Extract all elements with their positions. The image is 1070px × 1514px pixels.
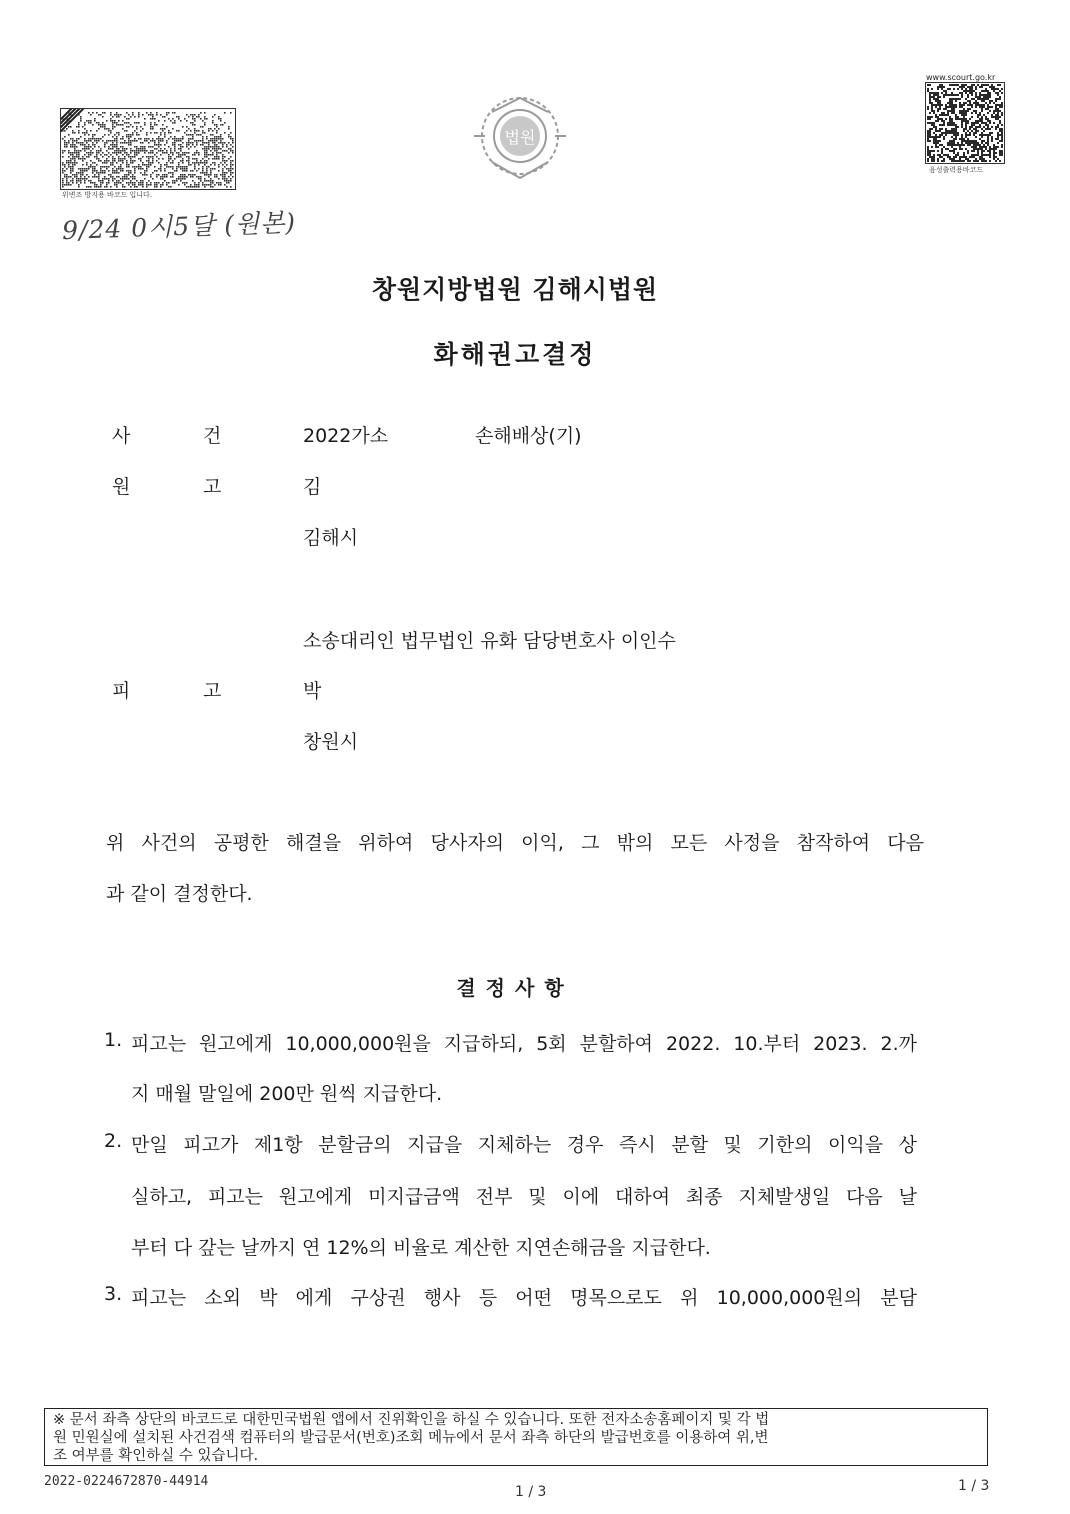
defendant-label-a: 피 [112,680,131,702]
notice-line-2: 원 민원실에 설치된 사건검색 컴퓨터의 발급문서(번호)조회 메뉴에서 문서 좌측 하단의 발급번호를 이용하여 위,변 [53,1430,769,1446]
page-number-center: 1 / 3 [515,1484,547,1500]
case-label-b: 건 [203,425,222,447]
intro-line-1: 위 사건의 공평한 해결을 위하여 당사자의 이익, 그 밖의 모든 사정을 참작하여 다음 [106,832,924,854]
defendant-label-b: 고 [203,680,222,702]
plaintiff-address: 김해시 [303,527,359,549]
qr-code [925,82,1005,164]
item-2-line-2: 실하고, 피고는 원고에게 미지급금액 전부 및 이에 대하여 최종 지체발생일 다음 날 [131,1186,917,1208]
item-2-number: 2. [104,1130,123,1152]
notice-line-3: 조 여부를 확인하실 수 있습니다. [53,1448,259,1464]
notice-line-1: ※ 문서 좌측 상단의 바코드로 대한민국법원 앱에서 진위확인을 하실 수 있습니다. 또한 전자소송홈페이지 및 각 법 [53,1412,770,1428]
item-1-line-1: 피고는 원고에게 10,000,000원을 지급하되, 5회 분할하여 2022. 10.부터 2023. 2.까 [131,1033,917,1055]
plaintiff-label-b: 고 [203,476,222,498]
handwritten-note: 9/24 0시5달 (원본) [61,207,297,246]
court-name: 창원지방법원 김해시법원 [371,275,659,304]
item-3-line-1: 피고는 소외 박 에게 구상권 행사 등 어떤 명목으로도 위 10,000,000원의 분담 [131,1287,917,1309]
plaintiff-name: 김 [303,476,322,498]
case-name: 손해배상(기) [475,425,582,447]
item-1-number: 1. [104,1029,123,1051]
decision-title: 결정사항 [456,976,574,1000]
court-seal-logo [470,92,570,184]
plaintiff-label-a: 원 [112,476,131,498]
case-label-a: 사 [112,425,131,447]
intro-line-2: 과 같이 결정한다. [106,883,253,905]
barcode-caption: 위변조 방지용 바코드 입니다. [62,191,153,199]
plaintiff-counsel: 소송대리인 법무법인 유화 담당변호사 이인수 [303,630,676,652]
case-number: 2022가소 [303,425,389,447]
document-title: 화해권고결정 [433,340,597,369]
item-1-line-2: 지 매월 말일에 200만 원씩 지급한다. [131,1083,443,1105]
defendant-name: 박 [303,680,322,702]
page-number-right: 1 / 3 [958,1478,990,1494]
authenticity-notice [44,1408,988,1466]
defendant-address: 창원시 [303,731,359,753]
item-2-line-3: 부터 다 갚는 날까지 연 12%의 비율로 계산한 지연손해금을 지급한다. [131,1237,711,1259]
qr-caption: 음성출력용바코드 [929,166,984,174]
issue-number: 2022-0224672870-44914 [44,1474,209,1489]
anti-forgery-barcode [60,108,236,190]
seal-text: 법원 [504,128,536,147]
item-2-line-1: 만일 피고가 제1항 분할금의 지급을 지체하는 경우 즉시 분할 및 기한의 이익을 상 [131,1134,917,1156]
qr-url: www.scourt.go.kr [926,73,996,82]
item-3-number: 3. [104,1283,123,1305]
